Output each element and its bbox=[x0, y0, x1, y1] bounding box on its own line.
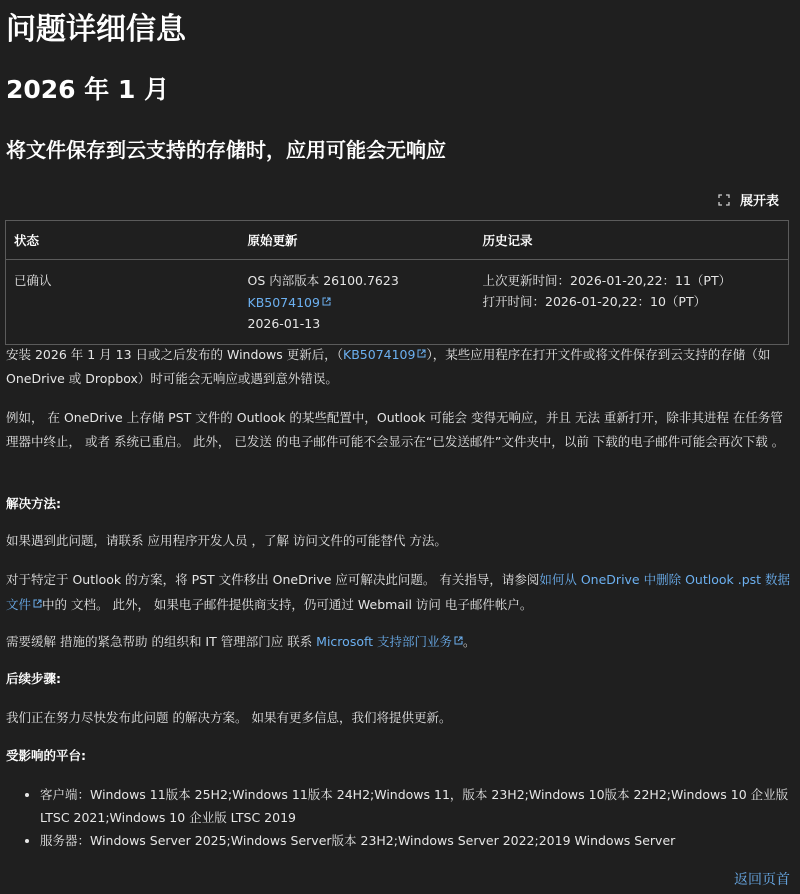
remove-pst-doc-link[interactable]: 如何从 OneDrive 中删除 Outlook .pst 数据文件 bbox=[6, 572, 790, 612]
header-history: 历史记录 bbox=[475, 221, 789, 260]
paragraph-example: 例如， 在 OneDrive 上存储 PST 文件的 Outlook 的某些配置中，Outlook 可能会 变得无响应，并且 无法 重新打开，除非其进程 在任务管理器中终止， 或者 系统已重启。 此外， 已发送 的电子邮件可能不会显示在“已发送邮件”文件夹中，以前 下载的电子邮件可能会再次下载 。 bbox=[6, 410, 785, 449]
paragraph-outlook: 对于特定于 Outlook 的方案，将 PST 文件移出 OneDrive 应可解决此问题。 有关指导，请参阅如何从 OneDrive 中删除 Outlook .pst 数据文件 中的 文档。 此外， 如果电子邮件提供商支持，仍可通过 Webmail 访问 电子邮件帐户。 bbox=[6, 568, 792, 617]
expand-icon bbox=[718, 194, 730, 206]
resolution-heading: 解决方法: bbox=[6, 496, 61, 511]
paragraph-intro: 安装 2026 年 1 月 13 日或之后发布的 Windows 更新后，（KB5074109 ），某些应用程序在打开文件或将文件保存到云支持的存储（如 OneDrive 或 Dropbox）时可能会无响应或遇到意外错误。 bbox=[6, 342, 792, 391]
issue-title: 将文件保存到云支持的存储时，应用可能会无响应 bbox=[6, 138, 446, 162]
history-cell bbox=[475, 260, 789, 345]
table-header-row bbox=[6, 221, 789, 260]
last-updated: 上次更新时间：2026-01-20,22：11（PT） bbox=[482, 273, 732, 288]
platforms-heading: 受影响的平台: bbox=[6, 748, 86, 763]
original-update-cell bbox=[240, 260, 475, 345]
paragraph-next-steps: 我们正在努力尽快发布此问题 的解决方案。 如果有更多信息，我们将提供更新。 bbox=[6, 710, 452, 725]
kb-link-inline[interactable]: KB5074109 bbox=[343, 347, 426, 362]
paragraph-support: 需要缓解 措施的紧急帮助 的组织和 IT 管理部门应 联系 Microsoft 支持部门业务 。 bbox=[6, 629, 792, 654]
platforms-list bbox=[6, 783, 792, 852]
expand-table-button[interactable] bbox=[718, 190, 779, 209]
expand-table-label: 展开表 bbox=[739, 194, 779, 209]
build-number: OS 内部版本 26100.7623 bbox=[247, 273, 399, 288]
list-item: • 客户端：Windows 11版本 25H2;Windows 11版本 24H2;Windows 11，版本 23H2;Windows 10版本 22H2;Windows 10 企业版 LTSC 2021;Windows 10 企业版 LTSC 2019 bbox=[40, 783, 792, 829]
status-table bbox=[5, 220, 789, 345]
microsoft-support-link[interactable]: Microsoft 支持部门业务 bbox=[316, 634, 463, 649]
list-item: • 服务器：Windows Server 2025;Windows Server版本 23H2;Windows Server 2022;2019 Windows Server bbox=[40, 829, 792, 852]
page-title: 问题详细信息 bbox=[6, 12, 186, 47]
header-original-update: 原始更新 bbox=[240, 221, 475, 260]
table-row bbox=[6, 260, 789, 345]
header-status: 状态 bbox=[6, 221, 240, 260]
status-cell: 已确认 bbox=[14, 273, 52, 288]
external-link-icon bbox=[322, 291, 331, 312]
external-link-icon bbox=[454, 629, 463, 653]
date-heading: 2026 年 1 月 bbox=[6, 75, 170, 104]
back-to-top-link[interactable]: 返回页首 bbox=[734, 872, 790, 888]
kb-link[interactable]: KB5074109 bbox=[248, 295, 331, 310]
update-date: 2026-01-13 bbox=[247, 316, 321, 331]
external-link-icon bbox=[33, 592, 42, 616]
paragraph-contact-dev: 如果遇到此问题，请联系 应用程序开发人员 ，了解 访问文件的可能替代 方法。 bbox=[6, 533, 447, 548]
opened-time: 打开时间：2026-01-20,22：10（PT） bbox=[482, 294, 707, 309]
next-steps-heading: 后续步骤: bbox=[6, 671, 61, 686]
